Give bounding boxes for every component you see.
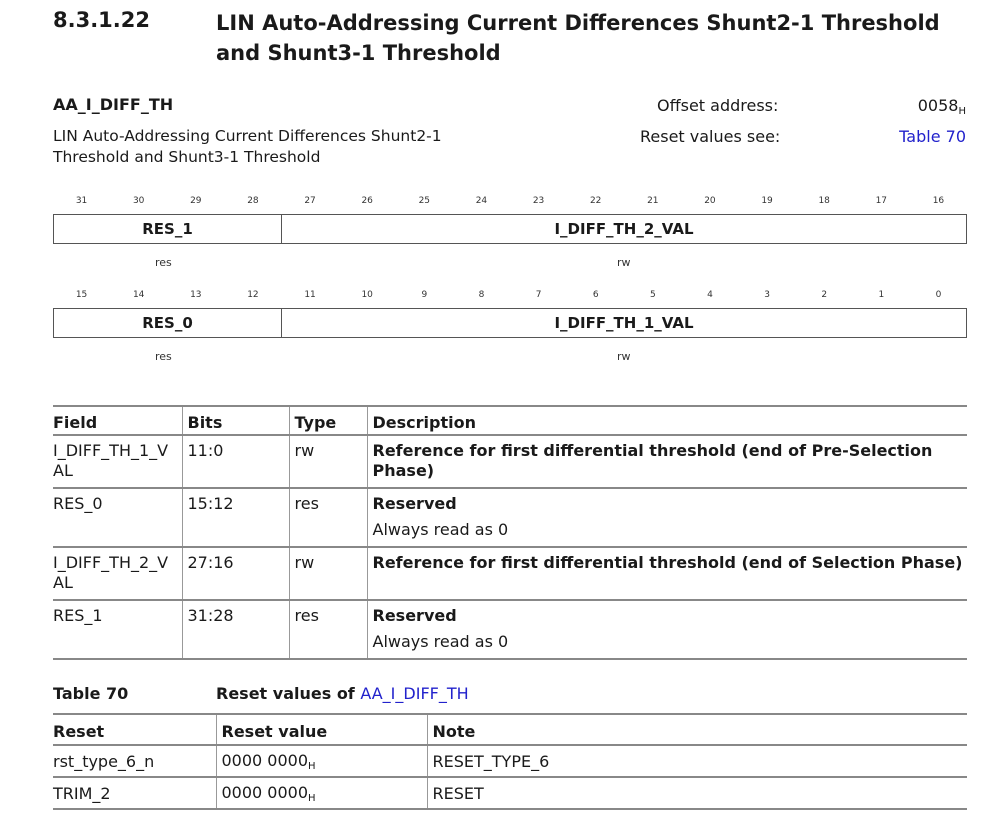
bit-number: 7 <box>535 290 542 300</box>
access-res-1: res <box>155 256 172 269</box>
cell-description <box>367 435 967 488</box>
header-reset: Reset <box>53 714 216 745</box>
bit-numbers-upper <box>53 196 967 210</box>
description-detail: Always read as 0 <box>372 632 509 651</box>
description-title: Reference for first differential threshold (end of Pre-Selection Phase) <box>372 441 933 480</box>
bit-number: 12 <box>247 290 259 300</box>
cell-type: rw <box>289 435 367 488</box>
bit-number: 14 <box>132 290 145 300</box>
bit-number: 28 <box>247 196 259 206</box>
cell-bits: 31:28 <box>182 600 289 659</box>
bit-number: 13 <box>190 290 202 300</box>
bit-number: 15 <box>75 290 88 300</box>
table-70-caption: Table 70 <box>53 684 129 703</box>
register-lower-half <box>53 308 967 338</box>
bit-number: 18 <box>818 196 830 206</box>
cell-description <box>367 547 967 600</box>
offset-value: $0058_H$ <box>917 96 966 117</box>
field-res-1: RES_1 <box>54 215 282 243</box>
register-link[interactable]: AA_I_DIFF_TH <box>360 684 469 703</box>
description-title: Reference for first differential threshold (end of Selection Phase) <box>372 553 963 572</box>
register-upper-half <box>53 214 967 244</box>
table-row <box>53 745 967 777</box>
table-header-row <box>53 406 967 435</box>
register-name: AA_I_DIFF_TH <box>53 95 174 114</box>
cell-reset-value: 0000 $0000_H$ <box>216 745 427 777</box>
cell-reset: rst_type_6_n <box>53 745 216 777</box>
description-title: Reserved <box>372 494 457 513</box>
register-description: LIN Auto-Addressing Current Differences Shunt2-1 Threshold and Shunt3-1 Threshold <box>53 127 442 166</box>
header-reset-value: Reset value <box>216 714 427 745</box>
cell-note: RESET_TYPE_6 <box>427 745 967 777</box>
description-detail: Always read as 0 <box>372 520 509 539</box>
field-res-0: RES_0 <box>54 309 282 337</box>
cell-bits: 15:12 <box>182 488 289 547</box>
field-table <box>53 405 967 660</box>
bit-number: 27 <box>304 196 316 206</box>
bit-number: 2 <box>821 290 828 300</box>
bit-number: 21 <box>647 196 659 206</box>
bit-number: 4 <box>707 290 713 300</box>
bit-number: 3 <box>764 290 770 300</box>
reset-table <box>53 713 967 810</box>
bit-number: 8 <box>478 290 485 300</box>
bit-number: 17 <box>875 196 888 206</box>
bit-number: 10 <box>361 290 373 300</box>
table-row <box>53 488 967 547</box>
bit-number: 20 <box>704 196 716 206</box>
field-i-diff-th-1-val: I_DIFF_TH_1_VAL <box>554 314 694 332</box>
field-i-diff-th-2-val: I_DIFF_TH_2_VAL <box>554 220 694 238</box>
header-field: Field <box>53 406 182 435</box>
bit-number: 11 <box>304 290 316 300</box>
access-i-diff-th-2: rw <box>617 256 631 269</box>
cell-field: I_DIFF_TH_1_VAL <box>53 435 182 488</box>
table-row <box>53 547 967 600</box>
cell-type: res <box>289 488 367 547</box>
cell-field: I_DIFF_TH_2_VAL <box>53 547 182 600</box>
cell-reset-value: 0000 $0000_H$ <box>216 777 427 809</box>
access-i-diff-th-1: rw <box>617 350 631 363</box>
cell-reset: TRIM_2 <box>53 777 216 809</box>
cell-description <box>367 488 967 547</box>
bit-number: 5 <box>649 290 656 300</box>
cell-field: RES_0 <box>53 488 182 547</box>
section-number: 8.3.1.22 <box>53 8 150 32</box>
bit-number: 1 <box>878 290 885 300</box>
cell-field: RES_1 <box>53 600 182 659</box>
bit-number: 9 <box>421 290 428 300</box>
header-description: Description <box>367 406 967 435</box>
cell-type: rw <box>289 547 367 600</box>
header-type: Type <box>289 406 367 435</box>
bit-number: 22 <box>589 196 602 206</box>
offset-label: Offset address: <box>657 96 779 115</box>
bit-number: 16 <box>932 196 945 206</box>
table-70-link[interactable]: Table 70 <box>899 127 966 146</box>
access-res-0: res <box>155 350 172 363</box>
bit-number: 24 <box>475 196 488 206</box>
bit-number: 6 <box>592 290 599 300</box>
cell-bits: 27:16 <box>182 547 289 600</box>
table-row <box>53 777 967 809</box>
bit-number: 25 <box>418 196 431 206</box>
cell-type: res <box>289 600 367 659</box>
bit-numbers-lower <box>53 290 967 304</box>
cell-note: RESET <box>427 777 967 809</box>
section-title: LIN Auto-Addressing Current Differences Shunt2-1 Threshold and Shunt3-1 Threshold <box>216 11 940 65</box>
header-note: Note <box>427 714 967 745</box>
bit-number: 29 <box>190 196 202 206</box>
description-title: Reserved <box>372 606 457 625</box>
bit-number: 0 <box>935 290 942 300</box>
table-row <box>53 600 967 659</box>
bit-number: 23 <box>532 196 545 206</box>
table-70-title: Reset values of AA_I_DIFF_TH <box>216 684 469 703</box>
header-bits: Bits <box>182 406 289 435</box>
bit-number: 30 <box>132 196 145 206</box>
bit-number: 31 <box>75 196 88 206</box>
cell-description <box>367 600 967 659</box>
table-header-row <box>53 714 967 745</box>
reset-label: Reset values see: <box>640 127 781 146</box>
bit-number: 19 <box>761 196 773 206</box>
cell-bits: 11:0 <box>182 435 289 488</box>
bit-number: 26 <box>361 196 373 206</box>
table-row <box>53 435 967 488</box>
